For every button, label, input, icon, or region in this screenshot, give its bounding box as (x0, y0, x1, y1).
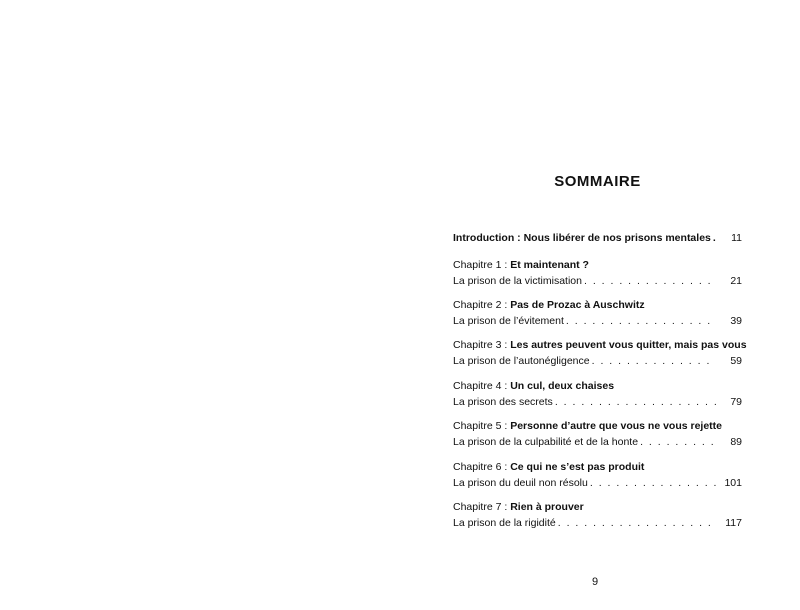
introduction-label: Introduction : Nous libérer de nos prisons mentales (453, 232, 711, 244)
chapter-title: Ce qui ne s’est pas produit (510, 461, 645, 473)
page-ref: 39 (730, 315, 742, 327)
toc-entry-chapter-7 (453, 501, 742, 530)
toc-line (453, 436, 742, 449)
dot-leader (592, 355, 716, 368)
dot-leader (590, 477, 716, 490)
toc-line (453, 396, 742, 409)
page-ref: 101 (724, 477, 742, 489)
toc-entry-chapter-1 (453, 259, 742, 288)
chapter-title: Et maintenant ? (510, 259, 589, 271)
toc-entry-chapter-5 (453, 420, 742, 449)
page-ref: 21 (730, 275, 742, 287)
toc-line (453, 275, 742, 288)
toc-line (453, 232, 742, 245)
toc-line (453, 355, 742, 368)
toc-line (453, 517, 742, 530)
chapter-heading (453, 501, 742, 514)
page-ref: 11 (731, 232, 742, 244)
chapter-prefix: Chapitre 3 : (453, 339, 508, 351)
dot-leader (584, 275, 716, 288)
chapter-subtitle: La prison de l’évitement (453, 315, 564, 327)
toc-entry-chapter-4 (453, 380, 742, 409)
chapter-heading (453, 299, 742, 312)
chapter-subtitle: La prison de la culpabilité et de la honte (453, 436, 639, 448)
toc-line (453, 477, 742, 490)
dot-leader (566, 315, 716, 328)
chapter-title: Personne d’autre que vous ne vous rejette (510, 420, 723, 432)
chapter-heading (453, 380, 742, 393)
page-title: SOMMAIRE (554, 173, 641, 190)
chapter-prefix: Chapitre 4 : (453, 380, 508, 392)
dot-leader (558, 517, 716, 530)
chapter-subtitle: La prison de l’autonégligence (453, 355, 590, 367)
chapter-title: Les autres peuvent vous quitter, mais pas vous (510, 339, 747, 351)
page-number: 9 (591, 576, 599, 588)
chapter-subtitle: La prison de la victimisation (453, 275, 582, 287)
dot-leader (555, 396, 716, 409)
chapter-heading (453, 461, 742, 474)
dot-leader (640, 436, 716, 449)
toc-entry-chapter-6 (453, 461, 742, 490)
chapter-heading (453, 339, 747, 352)
chapter-prefix: Chapitre 1 : (453, 259, 508, 271)
toc-entry-chapter-3 (453, 339, 747, 368)
chapter-heading (453, 420, 742, 433)
chapter-prefix: Chapitre 6 : (453, 461, 508, 473)
toc-line (453, 315, 742, 328)
chapter-subtitle: La prison de la rigidité (453, 517, 556, 529)
dot-leader (713, 232, 716, 245)
chapter-title: Un cul, deux chaises (510, 380, 615, 392)
chapter-prefix: Chapitre 7 : (453, 501, 508, 513)
toc-entry-introduction (453, 232, 742, 245)
chapter-prefix: Chapitre 5 : (453, 420, 508, 432)
page-ref: 117 (725, 517, 742, 529)
page-ref: 79 (730, 396, 742, 408)
chapter-prefix: Chapitre 2 : (453, 299, 508, 311)
chapter-title: Pas de Prozac à Auschwitz (510, 299, 645, 311)
chapter-subtitle: La prison des secrets (453, 396, 553, 408)
toc-entry-chapter-2 (453, 299, 742, 328)
chapter-heading (453, 259, 742, 272)
page-ref: 59 (730, 355, 742, 367)
chapter-subtitle: La prison du deuil non résolu (453, 477, 588, 489)
page-ref: 89 (730, 436, 742, 448)
chapter-title: Rien à prouver (510, 501, 584, 513)
